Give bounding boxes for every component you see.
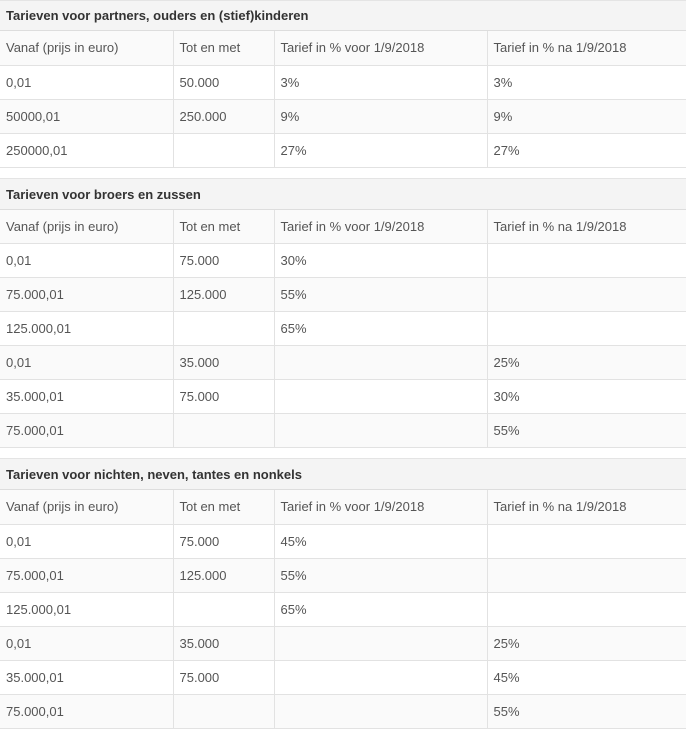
table-cell: 50.000	[173, 65, 274, 99]
table-cell: 75.000	[173, 660, 274, 694]
table-cell: 250000,01	[0, 133, 173, 167]
column-header-rate-after: Tarief in % na 1/9/2018	[487, 490, 686, 524]
column-header-rate-before: Tarief in % voor 1/9/2018	[274, 31, 487, 65]
table-cell	[274, 346, 487, 380]
rates-section-partners	[0, 0, 686, 168]
table-row	[0, 65, 686, 99]
column-header-to: Tot en met	[173, 31, 274, 65]
table-cell	[274, 694, 487, 728]
section-title: Tarieven voor nichten, neven, tantes en nonkels	[0, 458, 686, 490]
table-header-row	[0, 31, 686, 65]
table-cell	[274, 380, 487, 414]
table-cell: 125.000,01	[0, 592, 173, 626]
table-cell: 0,01	[0, 244, 173, 278]
table-cell	[173, 592, 274, 626]
column-header-to: Tot en met	[173, 210, 274, 244]
table-cell: 35.000	[173, 626, 274, 660]
table-cell: 75.000,01	[0, 694, 173, 728]
table-row	[0, 694, 686, 728]
table-cell: 3%	[274, 65, 487, 99]
table-cell: 55%	[274, 558, 487, 592]
table-cell: 3%	[487, 65, 686, 99]
table-cell: 50000,01	[0, 99, 173, 133]
table-cell	[173, 694, 274, 728]
table-cell	[173, 414, 274, 448]
table-cell	[487, 278, 686, 312]
table-cell	[173, 312, 274, 346]
table-cell: 75.000,01	[0, 278, 173, 312]
table-cell: 0,01	[0, 524, 173, 558]
table-cell: 30%	[487, 380, 686, 414]
table-cell: 75.000,01	[0, 414, 173, 448]
table-cell: 25%	[487, 626, 686, 660]
column-header-from: Vanaf (prijs in euro)	[0, 490, 173, 524]
table-row	[0, 244, 686, 278]
table-cell: 75.000	[173, 244, 274, 278]
table-cell: 35.000,01	[0, 380, 173, 414]
column-header-to: Tot en met	[173, 490, 274, 524]
table-cell: 9%	[274, 99, 487, 133]
table-row	[0, 380, 686, 414]
rates-table	[0, 210, 686, 449]
section-title: Tarieven voor broers en zussen	[0, 178, 686, 210]
table-row	[0, 346, 686, 380]
table-cell	[487, 592, 686, 626]
table-cell: 125.000	[173, 278, 274, 312]
section-divider	[0, 168, 686, 178]
table-row	[0, 524, 686, 558]
column-header-rate-after: Tarief in % na 1/9/2018	[487, 31, 686, 65]
table-cell: 125.000	[173, 558, 274, 592]
column-header-rate-after: Tarief in % na 1/9/2018	[487, 210, 686, 244]
table-row	[0, 660, 686, 694]
table-cell: 45%	[487, 660, 686, 694]
rates-table	[0, 490, 686, 729]
table-cell: 55%	[487, 694, 686, 728]
table-row	[0, 312, 686, 346]
table-cell: 75.000,01	[0, 558, 173, 592]
table-cell: 0,01	[0, 346, 173, 380]
table-cell: 27%	[487, 133, 686, 167]
table-row	[0, 414, 686, 448]
column-header-from: Vanaf (prijs in euro)	[0, 31, 173, 65]
table-cell	[274, 660, 487, 694]
table-cell: 35.000,01	[0, 660, 173, 694]
table-row	[0, 99, 686, 133]
rates-section-relatives	[0, 458, 686, 729]
table-row	[0, 278, 686, 312]
table-cell: 55%	[487, 414, 686, 448]
table-cell: 250.000	[173, 99, 274, 133]
rates-section-siblings	[0, 178, 686, 449]
table-cell	[274, 626, 487, 660]
table-cell: 25%	[487, 346, 686, 380]
table-cell: 9%	[487, 99, 686, 133]
column-header-from: Vanaf (prijs in euro)	[0, 210, 173, 244]
table-cell: 75.000	[173, 524, 274, 558]
table-row	[0, 592, 686, 626]
table-row	[0, 558, 686, 592]
table-cell: 125.000,01	[0, 312, 173, 346]
table-cell	[487, 312, 686, 346]
table-row	[0, 626, 686, 660]
table-cell	[487, 524, 686, 558]
section-divider	[0, 448, 686, 458]
table-cell: 27%	[274, 133, 487, 167]
table-cell	[274, 414, 487, 448]
table-cell: 30%	[274, 244, 487, 278]
column-header-rate-before: Tarief in % voor 1/9/2018	[274, 490, 487, 524]
column-header-rate-before: Tarief in % voor 1/9/2018	[274, 210, 487, 244]
rates-table	[0, 31, 686, 168]
table-cell: 35.000	[173, 346, 274, 380]
table-cell: 55%	[274, 278, 487, 312]
table-cell: 0,01	[0, 65, 173, 99]
table-cell	[173, 133, 274, 167]
table-header-row	[0, 210, 686, 244]
table-header-row	[0, 490, 686, 524]
table-cell	[487, 244, 686, 278]
table-cell: 0,01	[0, 626, 173, 660]
table-cell: 75.000	[173, 380, 274, 414]
table-row	[0, 133, 686, 167]
table-cell: 65%	[274, 312, 487, 346]
table-cell: 45%	[274, 524, 487, 558]
table-cell	[487, 558, 686, 592]
section-title: Tarieven voor partners, ouders en (stief)kinderen	[0, 0, 686, 31]
table-cell: 65%	[274, 592, 487, 626]
